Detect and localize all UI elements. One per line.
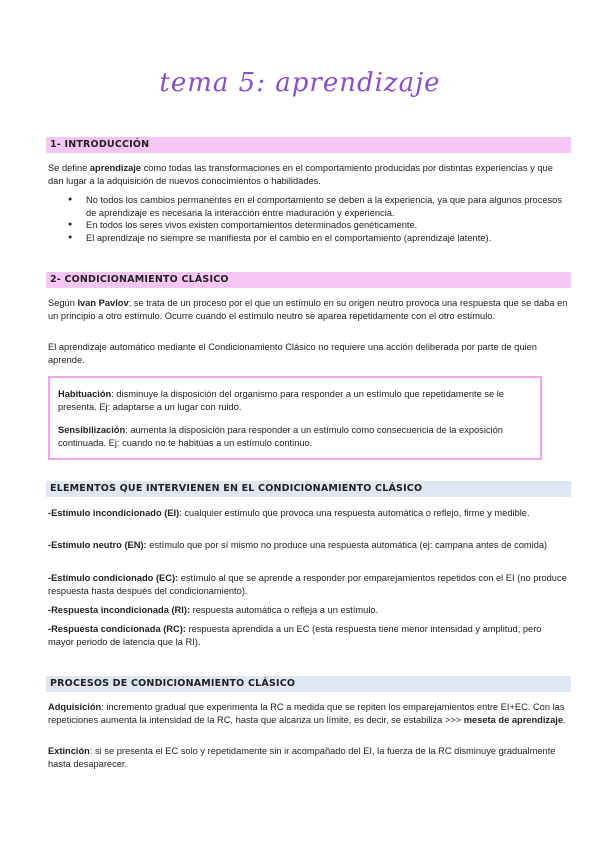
sensibilizacion-definition: Sensibilización: aumenta la disposición para responder a un estímulo como consecuencia de la exposición continuada. Ej: cuando no te habitúas a un estímulo continuo. (58, 425, 503, 448)
extincion-paragraph: Extinción: si se presenta el EC solo y repetidamente sin ir acompañado del EI, la fuerza de la RC disminuye gradualmente hasta desaparecer. (48, 746, 556, 769)
element-item-rc: -Respuesta condicionada (RC): respuesta aprendida a un EC (esta respuesta tiene menor intensidad y amplitud, pero mayor periodo de latencia que la RI). (48, 624, 542, 647)
automatic-learning-paragraph: El aprendizaje automático mediante el Condicionamiento Clásico no requiere una acción deliberada por parte de quien aprende. (48, 342, 537, 365)
list-item: ● El aprendizaje no siempre se manifiesta por el cambio en el comportamiento (aprendizaje latente). (68, 232, 563, 245)
section-heading-elementos: ELEMENTOS QUE INTERVIENEN EN EL CONDICIONAMIENTO CLÁSICO (46, 481, 571, 497)
habituacion-definition: Habituación: disminuye la disposición del organismo para responder a un estímulo que repetidamente se le presenta. Ej: adaptarse a un lugar con ruido. (58, 389, 504, 412)
pavlov-paragraph: Según Ivan Pavlov; se trata de un proceso por el que un estímulo en su origen neutro provoca una respuesta que se daba en un principio a otro estímulo. Ocurre cuando el estímulo neutro se aparea repetidamente con el otro estímulo. (48, 298, 568, 321)
intro-bullet-list (68, 194, 563, 244)
adquisicion-paragraph: Adquisición: incremento gradual que experimenta la RC a medida que se repiten los emparejamientos entre EI+EC. Con las repeticiones aumenta la intensidad de la RC, hasta que alcanza un límite, es decir, se estabiliza >>> meseta de aprendizaje. (48, 702, 566, 725)
element-item-en: -Estímulo neutro (EN): estímulo que por sí mismo no produce una respuesta automática (ej: campana antes de comida) (48, 540, 548, 550)
page-title: tema 5: aprendizaje (159, 68, 441, 98)
definitions-box (48, 376, 542, 460)
intro-paragraph: Se define aprendizaje como todas las transformaciones en el comportamiento producidas por distintas experiencias y que dan lugar a la adquisición de nuevos conocimientos o habilidades. (48, 163, 553, 186)
list-item: ● No todos los cambios permanentes en el comportamiento se deben a la experiencia, ya que para algunos procesos de aprendizaje es necesaria la interacción entre maduración y experiencia. (68, 194, 563, 219)
element-item-ei: -Estímulo incondicionado (EI): cualquier estímulo que provoca una respuesta automática o reflejo, firme y medible. (48, 508, 530, 518)
list-item: ● En todos los seres vivos existen comportamientos determinados genéticamente. (68, 219, 563, 232)
section-heading-condicionamiento: 2- CONDICIONAMIENTO CLÁSICO (46, 272, 571, 288)
section-heading-introduccion: 1- INTRODUCCIÓN (46, 137, 571, 153)
element-item-ec: -Estímulo condicionado (EC): estímulo al que se aprende a responder por emparejamientos repetidos con el EI (no produce respuesta hasta después del condicionamiento). (48, 573, 567, 596)
section-heading-procesos: PROCESOS DE CONDICIONAMIENTO CLÁSICO (46, 676, 571, 692)
element-item-ri: -Respuesta incondicionada (RI): respuesta automática o refleja a un estímulo. (48, 605, 379, 615)
